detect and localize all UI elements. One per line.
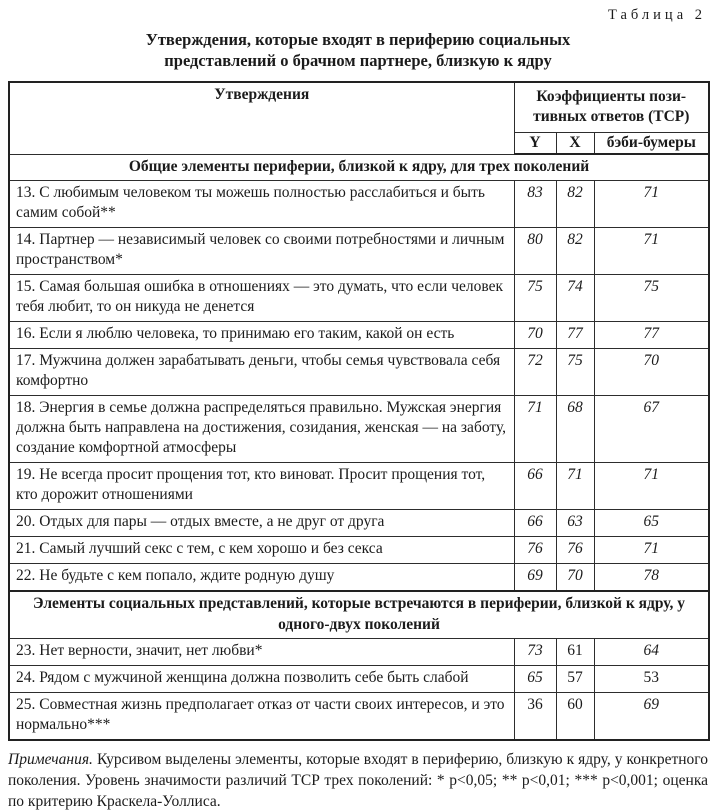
table-row	[9, 322, 709, 349]
tcp-value: 70	[594, 349, 709, 396]
statement-text: 14. Партнер — независимый человек со своими потребностями и личным пространством*	[9, 228, 514, 275]
column-header-baby-boomers: бэби-бумеры	[594, 132, 709, 154]
table-row	[9, 349, 709, 396]
statements-table	[8, 81, 710, 741]
tcp-value: 75	[594, 275, 709, 322]
table-row	[9, 665, 709, 692]
table-row	[9, 181, 709, 228]
statement-text: 16. Если я люблю человека, то принимаю его таким, какой он есть	[9, 322, 514, 349]
footnotes-text: Курсивом выделены элементы, которые входят в периферию, близкую к ядру, у конкретного поколения. Уровень значимости различий ТСР трех поколений: * p<0,05; ** p<0,01; *** p<0,001; оценка по критерию Краскела-Уоллиса.	[8, 750, 708, 810]
statement-text: 25. Совместная жизнь предполагает отказ от части своих интересов, и это нормально***	[9, 692, 514, 740]
tcp-value: 72	[514, 349, 556, 396]
tcp-value: 61	[556, 638, 594, 665]
tcp-value: 66	[514, 463, 556, 510]
tcp-value: 71	[514, 396, 556, 463]
footnotes-lead: Примечания.	[8, 750, 93, 768]
statement-text: 13. С любимым человеком ты можешь полностью расслабиться и быть самим собой**	[9, 181, 514, 228]
tcp-value: 82	[556, 181, 594, 228]
section-header-row	[9, 591, 709, 638]
tcp-value: 70	[514, 322, 556, 349]
section-header-row	[9, 154, 709, 181]
tcp-value: 71	[594, 537, 709, 564]
table-row	[9, 692, 709, 740]
tcp-value: 69	[514, 564, 556, 592]
statement-text: 17. Мужчина должен зарабатывать деньги, чтобы семья чувствовала себя комфортно	[9, 349, 514, 396]
footnotes	[8, 749, 708, 812]
table-title-line1: Утверждения, которые входят в периферию социальных	[145, 30, 571, 49]
table-row	[9, 463, 709, 510]
tcp-value: 74	[556, 275, 594, 322]
section-header: Общие элементы периферии, близкой к ядру, для трех поколений	[9, 154, 709, 181]
table-number-label: Таблица 2	[607, 7, 706, 23]
table-row	[9, 638, 709, 665]
table-title-line2: представлений о брачном партнере, близкую к ядру	[164, 51, 552, 71]
tcp-value: 64	[594, 638, 709, 665]
tcp-value: 70	[556, 564, 594, 592]
column-header-statements: Утверждения	[9, 82, 514, 154]
tcp-value: 78	[594, 564, 709, 592]
statement-text: 24. Рядом с мужчиной женщина должна позволить себе быть слабой	[9, 665, 514, 692]
column-header-generation-x: X	[556, 132, 594, 154]
table-row	[9, 564, 709, 592]
tcp-value: 71	[594, 228, 709, 275]
tcp-value: 65	[514, 665, 556, 692]
table-title	[8, 29, 708, 71]
tcp-value: 76	[514, 537, 556, 564]
tcp-value: 65	[594, 510, 709, 537]
statement-text: 23. Нет верности, значит, нет любви*	[9, 638, 514, 665]
tcp-value: 36	[514, 692, 556, 740]
tcp-value: 60	[556, 692, 594, 740]
tcp-value: 82	[556, 228, 594, 275]
tcp-value: 76	[556, 537, 594, 564]
tcp-value: 77	[594, 322, 709, 349]
tcp-value: 69	[594, 692, 709, 740]
tcp-value: 71	[594, 463, 709, 510]
column-header-coefficients-group: Коэффициенты позитивных ответов (ТСР)	[514, 82, 709, 132]
statement-text: 21. Самый лучший секс с тем, с кем хорошо и без секса	[9, 537, 514, 564]
table-row	[9, 537, 709, 564]
tcp-value: 68	[556, 396, 594, 463]
tcp-value: 57	[556, 665, 594, 692]
tcp-value: 75	[556, 349, 594, 396]
section-header: Элементы социальных представлений, которые встречаются в периферии, близкой к ядру, у одного-двух поколений	[9, 591, 709, 638]
table-row	[9, 275, 709, 322]
statement-text: 22. Не будьте с кем попало, ждите родную душу	[9, 564, 514, 592]
tcp-value: 53	[594, 665, 709, 692]
table-row	[9, 510, 709, 537]
statement-text: 18. Энергия в семье должна распределяться правильно. Мужская энергия должна быть направлена на достижения, созидания, женская — на заботу, создание комфортной атмосферы	[9, 396, 514, 463]
tcp-value: 71	[556, 463, 594, 510]
statement-text: 15. Самая большая ошибка в отношениях — это думать, что если человек тебя любит, то он никуда не денется	[9, 275, 514, 322]
table-row	[9, 396, 709, 463]
tcp-value: 71	[594, 181, 709, 228]
statement-text: 19. Не всегда просит прощения тот, кто виноват. Просит прощения тот, кто дорожит отношениями	[9, 463, 514, 510]
tcp-value: 63	[556, 510, 594, 537]
tcp-value: 80	[514, 228, 556, 275]
tcp-value: 83	[514, 181, 556, 228]
tcp-value: 77	[556, 322, 594, 349]
tcp-value: 75	[514, 275, 556, 322]
tcp-value: 73	[514, 638, 556, 665]
column-header-generation-y: Y	[514, 132, 556, 154]
tcp-value: 66	[514, 510, 556, 537]
header-row-1	[9, 82, 709, 132]
statement-text: 20. Отдых для пары — отдых вместе, а не друг от друга	[9, 510, 514, 537]
tcp-value: 67	[594, 396, 709, 463]
table-row	[9, 228, 709, 275]
